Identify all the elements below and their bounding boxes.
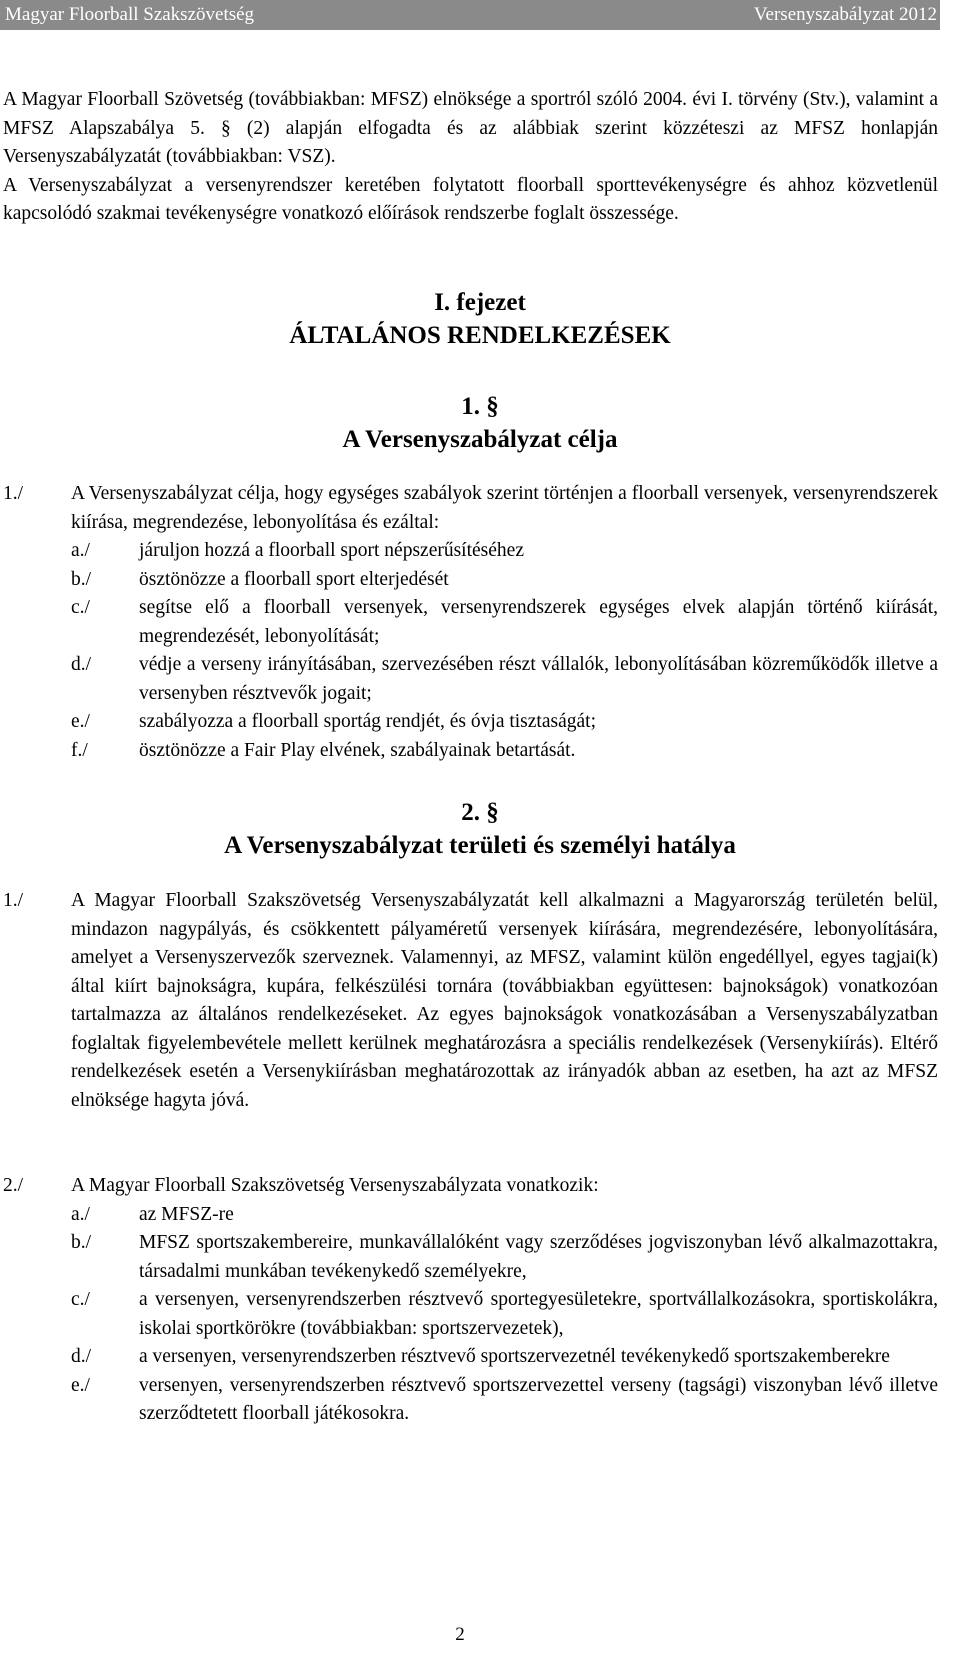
page-header xyxy=(0,0,940,30)
item-text: A Versenyszabályzat célja, hogy egységes szabályok szerint történjen a floorball versenyek, versenyrendszerek kiírása, megrendezése, lebonyolítása és ezáltal: xyxy=(71,483,938,533)
sub-item xyxy=(71,651,938,708)
sub-item-text: segítse elő a floorball versenyek, versenyrendszerek egységes elvek alapján történő kiírását, megrendezését, lebonyolítását; xyxy=(139,597,938,647)
intro-text xyxy=(3,86,938,229)
item-number: 1./ xyxy=(3,483,24,504)
section-1-title: A Versenyszabályzat célja xyxy=(342,426,618,453)
sub-item xyxy=(71,566,938,595)
section-2-number: 2. § xyxy=(461,799,499,826)
sub-item-label: e./ xyxy=(71,711,90,732)
sub-item-text: szabályozza a floorball sportág rendjét, és óvja tisztaságát; xyxy=(139,711,596,732)
sub-item xyxy=(71,594,938,651)
sub-item-label: f./ xyxy=(71,739,88,761)
sub-item xyxy=(71,708,938,737)
sub-item-text: védje a verseny irányításában, szervezésében részt vállalók, lebonyolításában közreműködők illetve a versenyben résztvevők jogait; xyxy=(139,654,938,704)
sub-item-label: a./ xyxy=(71,540,90,561)
section-1-item-1 xyxy=(3,480,938,765)
sub-item-text: versenyen, versenyrendszerben résztvevő sportszervezettel verseny (tagsági) viszonyban lévő illetve szerződtetett floorball játékosokra. xyxy=(139,1374,938,1424)
section-2-item-2 xyxy=(3,1172,938,1429)
sub-item xyxy=(71,737,938,766)
sub-item-text: járuljon hozzá a floorball sport népszerűsítéséhez xyxy=(139,540,524,561)
sub-item-text: ösztönözze a floorball sport elterjedését xyxy=(139,568,449,590)
item-number: 2./ xyxy=(3,1175,24,1196)
sub-item-text: ösztönözze a Fair Play elvének, szabályainak betartását. xyxy=(139,739,576,761)
sub-item-label: d./ xyxy=(71,1346,92,1367)
sub-item xyxy=(71,1343,938,1372)
chapter-heading xyxy=(0,286,960,352)
section-2-heading xyxy=(0,796,960,862)
chapter-title: ÁLTALÁNOS RENDELKEZÉSEK xyxy=(289,322,671,349)
section-1-heading xyxy=(0,390,960,456)
item-text: A Magyar Floorball Szakszövetség Versenyszabályzatát kell alkalmazni a Magyarország területén belül, mindazon nagypályás, és csökkentett pályaméretű versenyek kiírására, megrendezésére, lebonyolítására, amelyet a Versenyszervezők szerveznek. Valamennyi, az MFSZ, valamint külön engedéllyel, egyes tagjai(k) által kiírt bajnokságra, kupára, felkészülési tornára (továbbiakban együttesen: bajnokságok) vonatkozóan tartalmazza az általános rendelkezéseket. Az egyes bajnokságok vonatkozásában a Versenyszabályzatban foglaltak figyelembevétele mellett kerülnek meghatározásra a speciális rendelkezések (Versenykiírás). Eltérő rendelkezések esetén a Versenykiírásban meghatározottak az irányadók abban az esetben, ha azt az MFSZ elnöksége hagyta jóvá. xyxy=(71,890,938,1111)
sub-item-label: b./ xyxy=(71,1232,92,1253)
section-2-title: A Versenyszabályzat területi és személyi hatálya xyxy=(224,832,736,859)
item-number: 1./ xyxy=(3,890,24,911)
intro-paragraph-1: A Magyar Floorball Szövetség (továbbiakban: MFSZ) elnöksége a sportról szóló 2004. évi I. törvény (Stv.), valamint a MFSZ Alapszabálya 5. § (2) alapján elfogadta és az alábbiak szerint közzéteszi az MFSZ honlapján Versenyszabályzatát (továbbiakban: VSZ). xyxy=(3,89,938,167)
sub-item-label: c./ xyxy=(71,1289,90,1310)
sub-item xyxy=(71,1201,938,1230)
sub-item xyxy=(71,1229,938,1286)
sub-item xyxy=(71,1286,938,1343)
chapter-number: I. fejezet xyxy=(434,289,526,316)
sub-item-text: az MFSZ-re xyxy=(139,1203,234,1225)
item-text: A Magyar Floorball Szakszövetség Versenyszabályzata vonatkozik: xyxy=(71,1175,599,1196)
header-organization: Magyar Floorball Szakszövetség xyxy=(5,4,255,25)
sub-item-text: a versenyen, versenyrendszerben résztvevő sportszervezetnél tevékenykedő sportszakemberekre xyxy=(139,1346,890,1367)
header-document-title: Versenyszabályzat 2012 xyxy=(753,4,937,25)
intro-paragraph-2: A Versenyszabályzat a versenyrendszer keretében folytatott floorball sporttevékenységre és ahhoz közvetlenül kapcsolódó szakmai tevékenységre vonatkozó előírások rendszerbe foglalt összessége. xyxy=(3,174,938,224)
sub-item-label: a./ xyxy=(71,1203,90,1225)
sub-item xyxy=(71,1372,938,1429)
sub-item-text: MFSZ sportszakembereire, munkavállalóként vagy szerződéses jogviszonyban lévő alkalmazottakra, társadalmi munkában tevékenykedő személyekre, xyxy=(139,1232,938,1282)
sub-item-text: a versenyen, versenyrendszerben résztvevő sportegyesületekre, sportvállalkozásokra, sportiskolákra, iskolai sportkörökre (továbbiakban: sportszervezetek), xyxy=(139,1289,938,1339)
sub-item-label: c./ xyxy=(71,597,90,618)
page-number: 2 xyxy=(455,1624,465,1645)
sub-item-label: d./ xyxy=(71,654,92,675)
sub-item-label: b./ xyxy=(71,568,92,590)
sub-item-label: e./ xyxy=(71,1374,90,1396)
sub-item xyxy=(71,537,938,566)
section-2-item-1 xyxy=(3,887,938,1115)
section-1-number: 1. § xyxy=(461,393,499,420)
